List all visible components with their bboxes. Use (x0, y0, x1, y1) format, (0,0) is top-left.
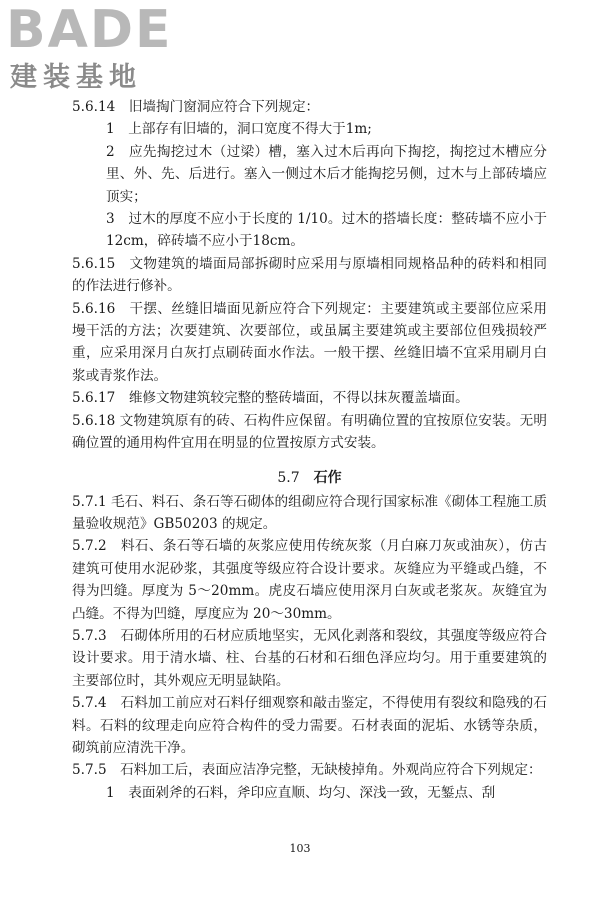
clause-5-7-1: 5.7.1 毛石、料石、条石等石砌体的组砌应符合现行国家标准《砌体工程施工质量验收规范》GB50203 的规定。 (72, 493, 547, 532)
clause-5-7-4: 5.7.4 石料加工前应对石料仔细观察和敲击鉴定，不得使用有裂纹和隐残的石料。石料的纹理走向应符合构件的受力需要。石材表面的泥垢、水锈等杂质，砌筑前应清洗干净。 (72, 695, 547, 756)
document-body (72, 96, 547, 804)
clause-5-7-3: 5.7.3 石砌体所用的石材应质地坚实，无风化剥落和裂纹，其强度等级应符合设计要求。用于清水墙、柱、台基的石材和石细色泽应均匀。用于重要建筑的主要部位时，其外观应无明显缺陷。 (72, 627, 547, 689)
clause-5-7-2: 5.7.2 料石、条石等石墙的灰浆应使用传统灰浆（月白麻刀灰或油灰），仿古建筑可使用水泥砂浆，其强度等级应符合设计要求。灰缝应为平缝或凸缝，不得为凹缝。厚度为 5～20mm。虎皮石墙应使用深月白灰或老浆灰。灰缝宜为凸缝。不得为凹缝，厚度应为 20～30mm。 (72, 538, 547, 622)
section-number: 5.7 (277, 469, 300, 486)
section-heading (72, 467, 547, 489)
logo-chinese-text: 建装基地 (10, 62, 142, 93)
clause-5-6-18: 5.6.18 文物建筑原有的砖、石构件应保留。有明确位置的宜按原位安装。无明确位置的通用构件宜用在明显的位置按原方式安装。 (72, 412, 547, 452)
logo-latin-text: BADE (6, 0, 173, 60)
clause-5-6-17: 5.6.17 维修文物建筑较完整的整砖墙面，不得以抹灰覆盖墙面。 (72, 390, 469, 407)
clause-5-6-16: 5.6.16 干摆、丝缝旧墙面见新应符合下列规定：主要建筑或主要部位应采用墁干活的方法；次要建筑、次要部位，或虽属主要建筑或主要部位但残损较严重，应采用深月白灰打点刷砖面水作法。一般干摆、丝缝旧墙不宜采用刷月白浆或青浆作法。 (72, 300, 547, 384)
clause-5-6-15: 5.6.15 文物建筑的墙面局部拆砌时应采用与原墙相同规格品种的砖料和相同的作法进行修补。 (72, 255, 547, 295)
section-title: 石作 (313, 469, 342, 486)
page-number: 103 (289, 842, 311, 855)
clause-5-7-5: 5.7.5 石料加工后，表面应洁净完整，无缺棱掉角。外观尚应符合下列规定： (72, 762, 542, 779)
clause-5-6-14-item-2: 2 应先掏挖过木（过梁）槽，塞入过木后再向下掏挖，掏挖过木槽应分里、外、先、后进行。塞入一侧过木后才能掏挖另侧，过木与上部砖墙应顶实； (106, 143, 547, 205)
clause-5-6-14-item-3: 3 过木的厚度不应小于长度的 1/10。过木的搭墙长度：整砖墙不应小于12cm，碎砖墙不应小于18cm。 (106, 211, 547, 250)
bade-logo (6, 2, 186, 102)
clause-5-6-14-item-1: 1 上部存有旧墙的，洞口宽度不得大于1m; (106, 121, 372, 138)
clause-5-7-5-item-1: 1 表面剁斧的石料，斧印应直顺、均匀、深浅一致，无錾点、刮 (106, 784, 496, 801)
clause-5-6-14: 5.6.14 旧墙掏门窗洞应符合下列规定： (72, 99, 320, 115)
